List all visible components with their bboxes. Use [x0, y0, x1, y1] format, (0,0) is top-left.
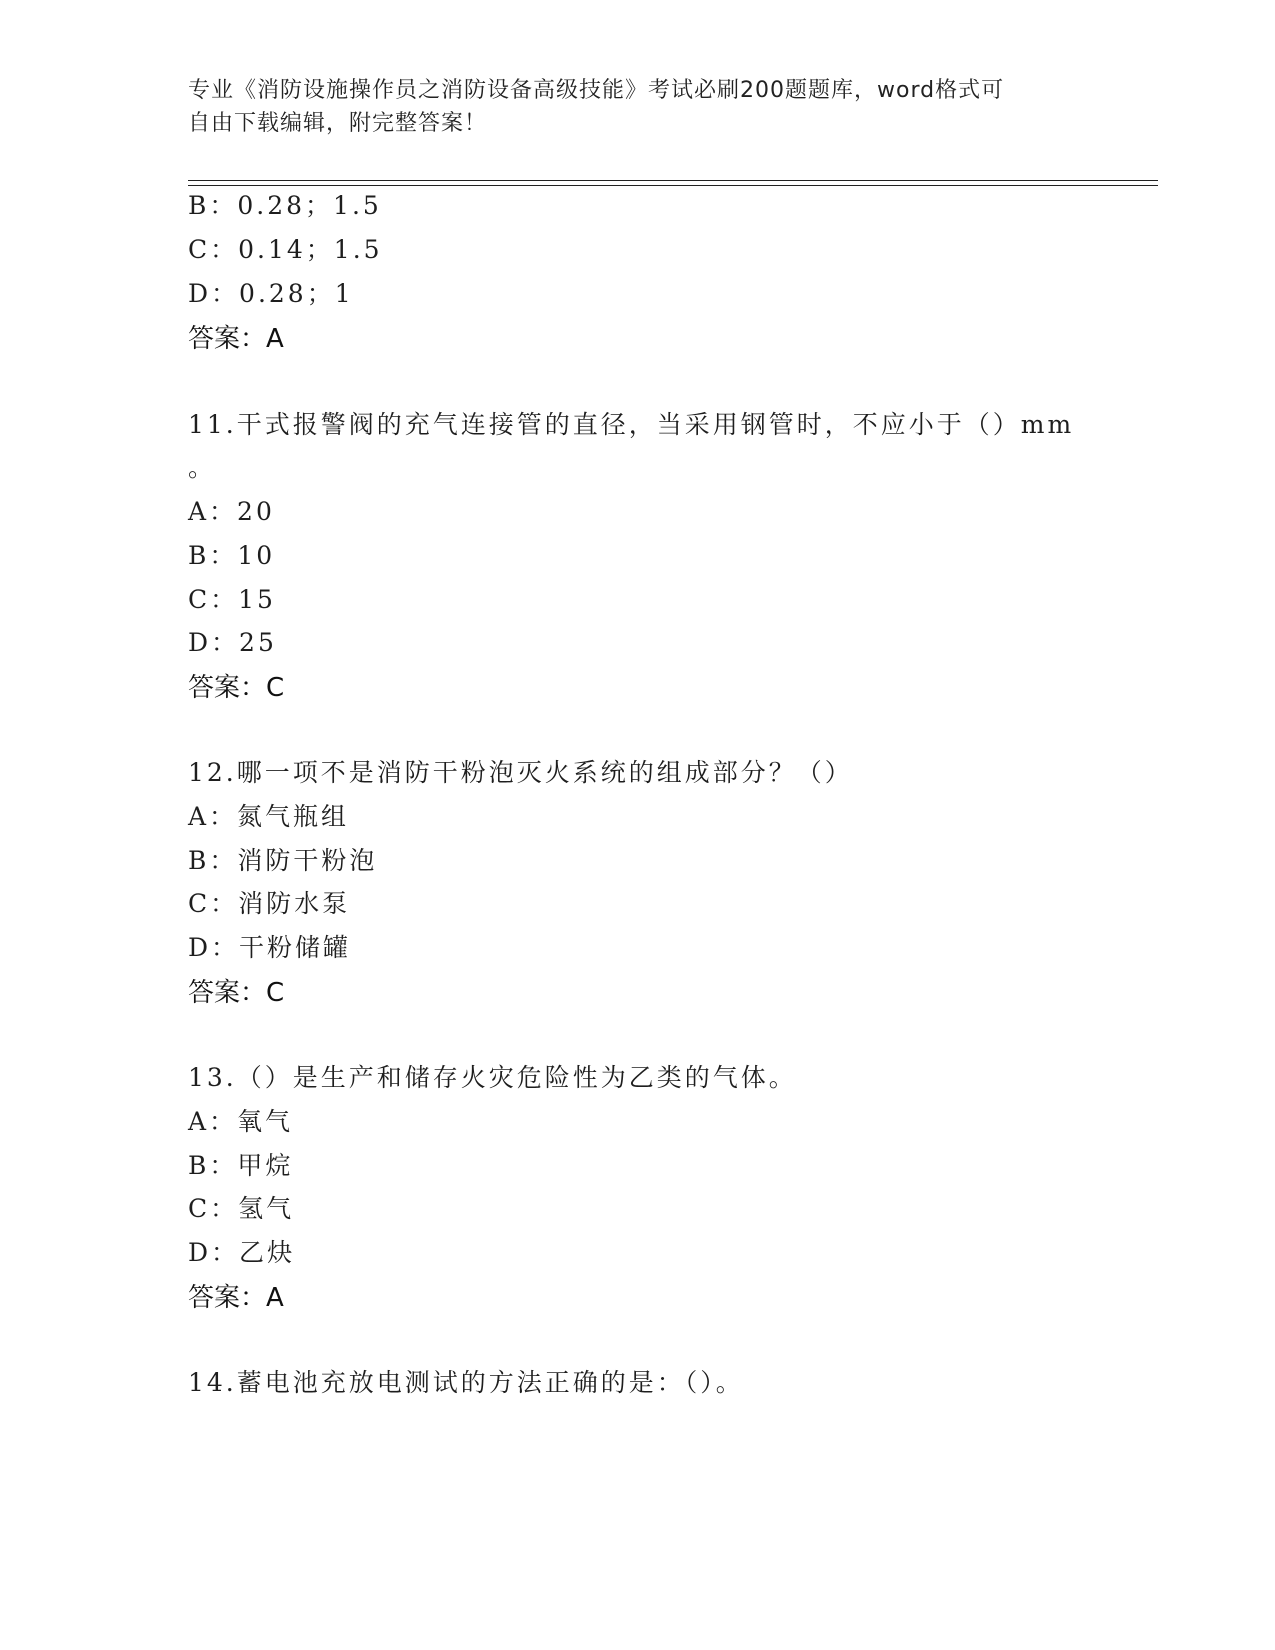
document-header [188, 74, 1088, 140]
q10-option-b: B：0.28；1.5 [188, 191, 382, 220]
q11-option-d: D：25 [188, 628, 277, 657]
q11-option-b: B：10 [188, 541, 276, 570]
q11-answer: 答案：C [188, 673, 285, 703]
q12-stem: 12.哪一项不是消防干粉泡灭火系统的组成部分？（） [188, 758, 853, 787]
q13-option-c: C：氢气 [188, 1194, 295, 1223]
q12-option-c: C：消防水泵 [188, 889, 351, 918]
q11-option-c: C：15 [188, 585, 276, 614]
q12-option-a: A：氮气瓶组 [188, 802, 350, 831]
q13-option-b: B：甲烷 [188, 1151, 294, 1180]
q13-option-d: D：乙炔 [188, 1238, 296, 1267]
q12-option-b: B：消防干粉泡 [188, 846, 378, 875]
q12-option-d: D：干粉储罐 [188, 933, 352, 962]
q10-option-d: D：0.28；1 [188, 279, 354, 308]
q13-stem: 13.（）是生产和储存火灾危险性为乙类的气体。 [188, 1063, 797, 1092]
q12-answer: 答案：C [188, 978, 285, 1008]
q13-option-a: A：氧气 [188, 1107, 294, 1136]
header-line-2: 自由下载编辑，附完整答案！ [188, 111, 488, 136]
q14-stem: 14.蓄电池充放电测试的方法正确的是：（）。 [188, 1368, 744, 1397]
q11-option-a: A：20 [188, 497, 275, 526]
q10-answer: 答案：A [188, 324, 284, 354]
q11-stem-continuation: 。 [188, 453, 217, 482]
q11-stem: 11.干式报警阀的充气连接管的直径，当采用钢管时，不应小于（）mm [188, 410, 1075, 439]
q10-option-c: C：0.14；1.5 [188, 235, 383, 264]
header-line-1: 专业《消防设施操作员之消防设备高级技能》考试必刷200题题库，word格式可 [188, 78, 1005, 103]
q13-answer: 答案：A [188, 1283, 284, 1313]
